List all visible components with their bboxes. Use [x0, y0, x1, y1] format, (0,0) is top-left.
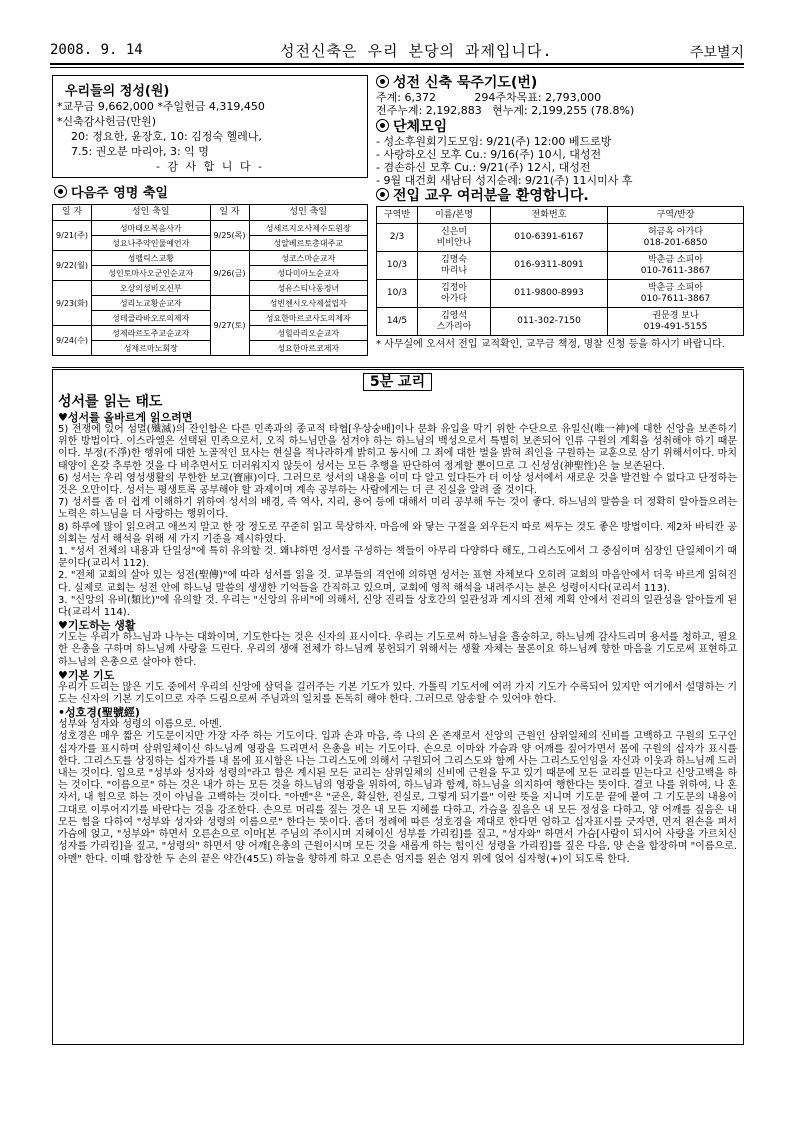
group-item: - 사랑하오신 모후 Cu.: 9/16(주) 10시, 대성전	[376, 148, 602, 161]
name-text: 김영석	[440, 310, 468, 321]
offerings-title: 우리들의 정성(원)	[65, 84, 170, 99]
table-row	[377, 252, 744, 280]
catechism-paragraph: 3. "신앙의 유비(類比)"에 유의할 것. 우리는 "신앙의 유비"에 의해서, 신앙 진리들 상호간의 일관성과 계시의 전체 계획 안에서 진리의 일관성을 알아들게 된다(교리서 114).	[58, 594, 737, 619]
leader-name: 권문경 보나	[652, 310, 699, 321]
leader-name: 박춘금 소피아	[647, 254, 704, 265]
feast-title: 다음주 영명 축일	[71, 186, 168, 201]
catechism-box	[52, 369, 744, 1045]
leader-name: 박춘금 소피아	[647, 282, 704, 293]
newcomers-note: * 사무실에 오셔서 전입 교적확인, 교무금 책정, 명찰 신청 등을 하시기 바랍니다.	[376, 339, 725, 350]
catechism-subtitle: ♥기도하는 생활	[58, 619, 136, 633]
feast-date: 9/27(토)	[210, 296, 249, 356]
zone-cell: 2/3	[377, 224, 418, 252]
name-text: 김명숙	[440, 254, 468, 265]
offerings-thanks: - 감 사 합 니 다 -	[155, 160, 265, 173]
feast-title-row	[54, 182, 368, 201]
feast-saint: 성요한마르코사도의제자	[249, 311, 368, 326]
prayer-title: 성전 신축 묵주기도(번)	[393, 75, 538, 91]
table-row	[377, 308, 744, 336]
catechism-title: 5분 교리	[363, 373, 432, 391]
feast-saint: 성빈첸시오사제설립자	[249, 296, 368, 311]
name-cell	[418, 252, 491, 280]
bulletin-label: 주보별지	[689, 45, 744, 61]
left-column	[52, 75, 368, 356]
catechism-paragraph: 6) 성서는 우리 영성생활의 무한한 보고(寶庫)이다. 그러므로 성서의 내용을 이미 다 알고 있다든가 더 이상 성서에서 새로운 것을 발견할 수 없다고 단정하는 것은 오만이다. 성서는 평생토록 공부해야 할 과제이며 계속 공부하는 사람에게는 더 큰 진실을 알려 줄 것이다.	[58, 472, 737, 497]
prayer-line: 주계: 6,372 294주차목표: 2,793,000	[376, 91, 602, 104]
feast-saint: 성알베르토총대주교	[249, 236, 368, 251]
newcomers-title: 전입 교우 여러분을 환영합니다.	[393, 188, 589, 204]
feast-date: 9/26(금)	[210, 251, 249, 296]
zone-cell: 10/3	[377, 280, 418, 308]
phone-cell: 011-302-7150	[491, 308, 608, 336]
feast-date: 9/22(월)	[53, 251, 92, 281]
section-divider	[52, 367, 744, 368]
header-rule-thin	[50, 67, 744, 68]
group-item: - 겸손하신 모후 Cu.: 9/21(주) 12시, 대성전	[376, 161, 591, 174]
group-item: - 9월 대건회 새남터 성지순례: 9/21(주) 11시미사 후	[376, 174, 633, 187]
feast-header: 일 자	[210, 205, 249, 221]
groups-title-row	[376, 119, 744, 135]
leader-phone: 010-7611-3867	[640, 265, 711, 276]
leader-cell	[608, 280, 744, 308]
feast-saint: 성다미아노순교자	[249, 266, 368, 281]
offerings-line: 7.5: 권오분 마리아, 3: 익 명	[71, 145, 209, 158]
bullet-icon	[54, 185, 67, 198]
bullet-icon	[376, 188, 389, 201]
table-row	[377, 280, 744, 308]
catechism-paragraph: 1. "성서 전체의 내용과 단일성"에 특히 유의할 것. 왜냐하면 성서를 구성하는 책들이 아무리 다양하다 해도, 그리스도에서 그 중심이며 심장인 단일체이기 때문이다(교리서 112).	[58, 546, 737, 570]
bullet-icon	[376, 119, 389, 132]
offerings-line: 20: 정요한, 윤장호, 10: 김정숙 헬레나,	[71, 130, 262, 143]
catechism-subtitle: •성호경(聖號經)	[58, 706, 140, 720]
prayer-line: 전주누계: 2,192,883 현누계: 2,199,255 (78.8%)	[376, 104, 635, 117]
feast-saint: 성코스마순교자	[249, 251, 368, 266]
feast-saint: 성테클라바오로의제자	[92, 311, 211, 326]
catechism-paragraph: 2. "전체 교회의 살아 있는 성전(聖傳)"에 따라 성서를 읽을 것. 교부들의 격언에 의하면 성서는 표현 자체보다 오히려 교회의 마음안에서 더욱 바르게 읽혀진다. 실제로 교회는 성전 안에 하느님 말씀의 생생한 기억들을 간직하고 있으며, 교회에 영적 해석을 내려주시는 분은 성령이시다(교리서 113).	[58, 570, 737, 594]
leader-phone: 010-7611-3867	[640, 293, 711, 304]
offerings-line: *교무금 9,662,000 *주일헌금 4,319,450	[57, 100, 265, 113]
newcomers-header: 구역반	[377, 207, 418, 224]
group-item: - 성소후원회기도모임: 9/21(주) 12:00 베드로방	[376, 135, 612, 148]
name-cell	[418, 308, 491, 336]
name-text: 신은미	[440, 226, 468, 237]
feast-header: 성인 축일	[92, 205, 211, 221]
feast-saint: 성유스티나동정녀	[249, 281, 368, 296]
feast-date: 9/21(주)	[53, 221, 92, 251]
feast-saint: 성펠릭스교황	[92, 251, 211, 266]
catechism-paragraph: 성호경은 매우 짧은 기도문이지만 가장 자주 하는 기도이다. 입과 손과 마음, 즉 나의 온 존재로서 신앙의 근원인 삼위일체의 신비를 고백하고 구원의 도구인 십자가를 표시하며 삼위일체이신 하느님께 영광을 드리면서 은총을 비는 기도이다. 손으로 이마와 가슴과 양 어깨를 짚어가면서 몸에 구원의 십자가 표시를 한다. 그리스도를 상징하는 십자가를 내 몸에 표시함은 나는 그리스도에 의해서 구원되어 그리스도와 함께 사는 그리스도인임을 자신과 이웃과 하느님께 드러내는 것이다. 입으로 "성부와 성자와 성령의"라고 함은 계시된 모든 교리는 삼위일체의 신비에 근원을 두고 있기 때문에 모든 교리를 믿는다고 신앙고백을 하는 것이다. "이름으로" 하는 것은 내가 하는 모든 것을 하느님의 영광을 위하여, 하느님과 함께, 하느님을 의지하여 행한다는 뜻이다. 결코 나를 위하여, 나 혼자서, 내 힘으로 하는 것이 아님을 고백하는 것이다. "아멘"은 "굳은, 확실한, 진실로, 그렇게 되기를" 이란 뜻을 지니며 기도문 끝에 붙여 그 기도문의 내용이 그대로 이루어지기를 바란다는 것을 강조한다. 손으로 머리를 짚는 것은 내 모든 지혜를 다하고, 가슴을 짚음은 내 모든 정성을 다하고, 양 어깨를 짚음은 내 모든 힘을 다하여 "성부와 성자와 성령의 이름으로" 한다는 뜻이다. 좀더 정례에 따른 성호경을 제대로 한다면 엄하고 십자표시를 긋자면, 먼저 왼손을 펴서 가슴에 얹고, "성부와" 하면서 오른손으로 이마[본 주님의 주이시며 지혜이신 성부를 가리킴]를 짚고, "성자와" 하면서 가슴[사람이 되시어 사랑을 가르치신 성자를 가리킴]을 짚고, "성령의" 하면서 양 어깨[은총의 근원이시며 모든 것을 새롭게 하는 힘이신 성령을 가리킴]를 짚은 다음, 양 손을 합장하며 "이름으로. 아멘" 한다. 이때 합장한 두 손의 끝은 약간(45도) 하늘을 향하게 하고 오른손 엄지를 왼손 엄지 위에 얹어 십자형(+)이 되도록 한다.	[58, 731, 737, 865]
feast-table	[52, 204, 368, 356]
prayer-title-row	[376, 75, 744, 91]
offerings-box	[52, 75, 368, 178]
baptismal-name: 스가리아	[436, 321, 472, 332]
leader-cell	[608, 224, 744, 252]
feast-saint: 성제라르도주교순교자	[92, 326, 211, 341]
phone-cell: 010-6391-6167	[491, 224, 608, 252]
catechism-main-title: 성서를 읽는 태도	[58, 394, 163, 410]
feast-saint: 성세르지오사제수도원장	[249, 221, 368, 236]
catechism-paragraph: 기도는 우리가 하느님과 나누는 대화이며, 기도한다는 것은 신자의 표시이다. 우리는 기도로써 하느님을 흠숭하고, 하느님께 감사드리며 용서를 청하고, 필요한 은총을 구하며 하느님께 사랑을 드린다. 우리의 생애 전체가 하느님께 봉헌되기 위해서는 생활 자체는 물론이요 하느님께 향한 마음을 기도로써 표현하고 하느님의 은총으로 살아야 한다.	[58, 632, 737, 668]
feast-saint: 성리노교황순교자	[92, 296, 211, 311]
feast-date: 9/23(화)	[53, 281, 92, 326]
newcomers-header: 이름/본명	[418, 207, 491, 224]
catechism-paragraph: 우리가 드리는 많은 기도 중에서 우리의 신앙에 삼덕을 길러주는 기본 기도가 있다. 가톨릭 기도서에 여러 가지 기도가 수록되어 있지만 여기에서 설명하는 기도는 신자의 기본 기도이므로 자주 드림으로써 주님과의 일치를 돈독히 해야 한다. 그러므로 암송할 수 있어야 한다.	[58, 681, 737, 706]
feast-header: 일 자	[53, 205, 92, 221]
leader-name: 허금옥 아가다	[647, 226, 704, 237]
feast-saint: 성요나주약인물예언자	[92, 236, 211, 251]
groups-title: 단체모임	[393, 119, 448, 135]
newcomers-header: 전화번호	[491, 207, 608, 224]
catechism-paragraph: 성부와 성자와 성령의 이름으로. 아멘.	[58, 719, 222, 731]
catechism-subtitle: ♥성서를 올바르게 읽으려면	[58, 411, 193, 424]
leader-cell	[608, 308, 744, 336]
feast-saint: 성힐라리오순교자	[249, 326, 368, 341]
leader-cell	[608, 252, 744, 280]
phone-cell: 016-9311-8091	[491, 252, 608, 280]
catechism-paragraph: 5) 전쟁에 있어 섬멸(殲滅)의 잔인함은 다른 민족과의 종교적 타협[우상숭배]이나 문화 유입을 막기 위한 수단으로 유일신(唯一神)에 대한 신앙을 보존하기 위한 방법이다. 이스라엘은 선택된 민족으로서, 오직 하느님만을 섬겨야 하는 하느님의 백성으로서 특별히 보존되어 인류 구원의 계획을 성취해야 하기 때문이다. 부정(不淨)한 행위에 대한 노골적인 묘사는 현실을 적나라하게 밝히고 동시에 그 죄에 대한 벌을 밝혀 죄인을 구원하는 교훈으로 삼기 위해서이다. 마치 태양이 온갖 추루한 것을 다 비추면서도 더러워지지 않듯이 성서는 모든 추행을 판단하여 정게할 뿐이므로 그 신성성(神聖性)은 늘 보존된다.	[58, 424, 737, 472]
baptismal-name: 마리나	[440, 265, 468, 276]
newcomers-header: 구역/반장	[608, 207, 744, 224]
feast-date: 9/25(목)	[210, 221, 249, 251]
newcomers-table	[376, 206, 744, 336]
catechism-paragraph: 7) 성서를 좀 더 쉽게 이해하기 위하여 성서의 배경, 즉 역사, 지리, 용어 등에 대해서 미리 공부해 두는 것이 좋다. 하느님의 말씀을 더 정확히 알아들으려는 노력은 하느님을 더 사랑하는 행위이다.	[58, 497, 737, 521]
zone-cell: 14/5	[377, 308, 418, 336]
header-rule	[50, 63, 744, 65]
zone-cell: 10/3	[377, 252, 418, 280]
baptismal-name: 비비안나	[436, 237, 472, 248]
feast-header: 성인 축일	[249, 205, 368, 221]
feast-date: 9/24(수)	[53, 326, 92, 356]
right-column	[376, 75, 744, 351]
bulletin-slogan: 성전신축은 우리 본당의 과제입니다.	[280, 42, 553, 60]
bullet-icon	[376, 75, 389, 88]
feast-saint: 성마태오복음사가	[92, 221, 211, 236]
page-header	[50, 40, 744, 62]
catechism-paragraph: 8) 하루에 많이 읽으려고 애쓰지 말고 한 장 정도로 꾸준히 읽고 묵상하자. 마음에 와 닿는 구절을 외우든지 따로 써두는 것도 좋은 방법이다. 제2차 바티칸 공의회는 성서 해석을 위해 세 가지 기준을 제시하였다.	[58, 521, 737, 545]
bulletin-date: 2008. 9. 14	[50, 42, 143, 58]
feast-saint: 성제르마노회장	[92, 341, 211, 356]
feast-saint: 성요한마르코제자	[249, 341, 368, 356]
phone-cell: 011-9800-8993	[491, 280, 608, 308]
offerings-line: *신축감사헌금(만원)	[57, 115, 157, 128]
catechism-subtitle: ♥기본 기도	[58, 668, 115, 682]
name-text: 김정아	[440, 282, 468, 293]
feast-saint: 성인토마사오군인순교자	[92, 266, 211, 281]
name-cell	[418, 280, 491, 308]
catechism-heading	[58, 374, 737, 390]
baptismal-name: 아가다	[440, 293, 468, 304]
name-cell	[418, 224, 491, 252]
table-row	[377, 224, 744, 252]
leader-phone: 019-491-5155	[643, 321, 708, 332]
feast-saint: 오상의성비오신부	[92, 281, 211, 296]
newcomers-title-row	[376, 188, 744, 204]
leader-phone: 018-201-6850	[643, 237, 708, 248]
